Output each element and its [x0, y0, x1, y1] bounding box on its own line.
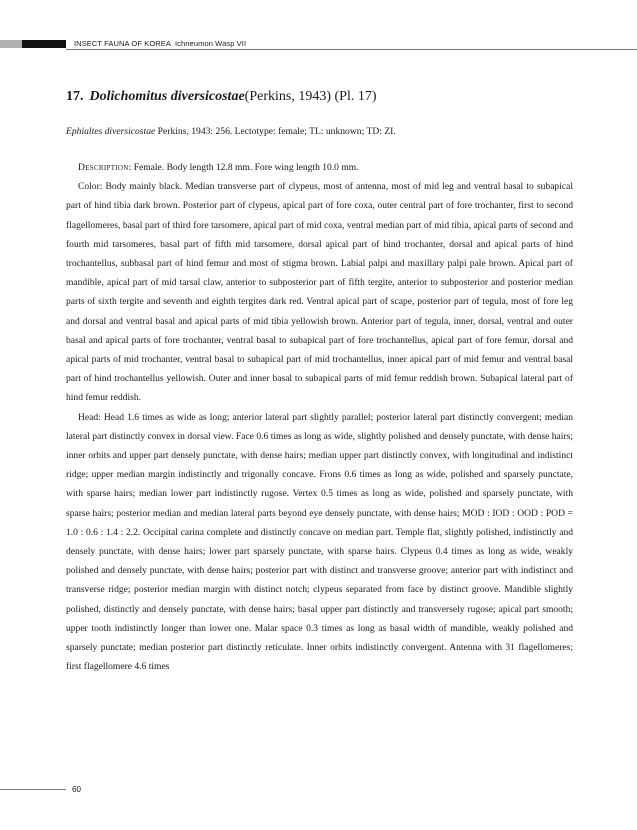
footer-rule	[0, 789, 66, 790]
head-paragraph: Head: Head 1.6 times as wide as long; anterior lateral part slightly parallel; posterior lateral part distinctly convergent; median lateral part distinctly convex in dorsal view. Face 0.6 times as long as wide, slightly polished and densely punctate, with dense hairs; inner orbits and upper part densely punctate, with dense hairs; median upper part distinctly convex, with longitudinal and indistinct ridge; upper median margin indistinctly and trigonally concave. Frons 0.6 times as long as wide, polished and sparsely punctate, with sparse hairs; median lower part indistinctly rugose. Vertex 0.5 times as long as wide, polished and sparsely punctate, with sparse hairs; posterior median and median lateral parts beyond eye densely punctate, with dense hairs; MOD : IOD : OOD : POD = 1.0 : 0.6 : 1.4 : 2.2. Occipital carina complete and distinctly concave on median part. Temple flat, slightly polished, indistinctly and densely punctate, with dense hairs; lower part sparsely punctate, with sparse hairs. Clypeus 0.4 times as long as wide, weakly polished and densely punctate, with dense hairs; posterior part with distinct and transverse groove; anterior part with indistinct and transverse ridge; posterior median margin with distinct notch; clypeus separated from face by distinct groove. Mandible slightly polished, distinctly and densely punctate, with dense hairs; basal upper part distinctly and transversely rugose; apical part smooth; upper tooth indistinctly longer than lower one. Malar space 0.3 times as long as basal width of mandible, weakly polished and sparsely punctate; median posterior part distinctly reticulate. Inner orbits indistinctly convergent. Antenna with 31 flagellomeres; first flagellomere 4.6 times	[66, 411, 573, 673]
species-heading	[66, 89, 566, 105]
color-paragraph: Color: Body mainly black. Median transverse part of clypeus, most of antenna, most of mid leg and ventral basal to subapical part of hind tibia dark brown. Posterior part of clypeus, apical part of fore coxa, outer central part of fore trochanter, first to second flagellomeres, basal part of third fore tarsomere, apical part of mid coxa, ventral median part of mid tibia, apical parts of second and fourth mid tarsomeres, basal part of fifth mid tarsomere, dorsal apical part of hind trochanter, dorsal and apical parts of hind trochantellus, subbasal part of hind femur and most of stigma brown. Labial palpi and maxillary palpi pale brown. Apical part of mandible, apical part of mid tarsal claw, anterior to subposterior part of fifth tergite, anterior to subposterior and posterior median parts of sixth tergite and seventh and eighth tergites dark red. Ventral apical part of scape, posterior part of tegula, most of fore leg and dorsal and ventral basal and apical parts of mid tibia yellowish brown. Anterior part of tegula, inner, dorsal, ventral and outer basal and apical parts of fore trochanter, ventral basal to subapical part of fore trochantellus, apical part of fore femur, dorsal and apical parts of mid trochanter, ventral basal to subapical part of mid trochantellus, inner apical part of mid femur and ventral basal part of hind trochantellus yellowish. Outer and inner basal to subapical parts of mid femur reddish brown. Subapical lateral part of hind femur reddish.	[66, 181, 573, 404]
description-body	[66, 158, 573, 676]
header-grey-bar	[0, 40, 22, 48]
description-intro-paragraph	[66, 158, 573, 177]
description-intro: : Female. Body length 12.8 mm. Fore wing length 10.0 mm.	[128, 162, 359, 173]
synonym-line	[66, 126, 573, 137]
species-number: 17.	[66, 89, 84, 104]
running-header	[0, 38, 637, 50]
header-rule	[66, 49, 637, 50]
running-title-main: INSECT FAUNA OF KOREA	[74, 39, 171, 48]
page-footer	[0, 782, 637, 802]
synonym-name: Ephialtes diversicostae	[66, 126, 156, 137]
running-title-sub: Ichneumon Wasp VII	[174, 39, 247, 48]
species-name: Dolichomitus diversicostae	[89, 89, 245, 104]
header-black-bar	[22, 40, 66, 48]
description-heading: Description	[78, 162, 129, 173]
species-authority: (Perkins, 1943) (Pl. 17)	[244, 89, 377, 104]
page-number: 60	[72, 785, 81, 794]
synonym-text: Perkins, 1943: 256. Lectotype: female; TL: unknown; TD: ZI.	[155, 126, 396, 137]
